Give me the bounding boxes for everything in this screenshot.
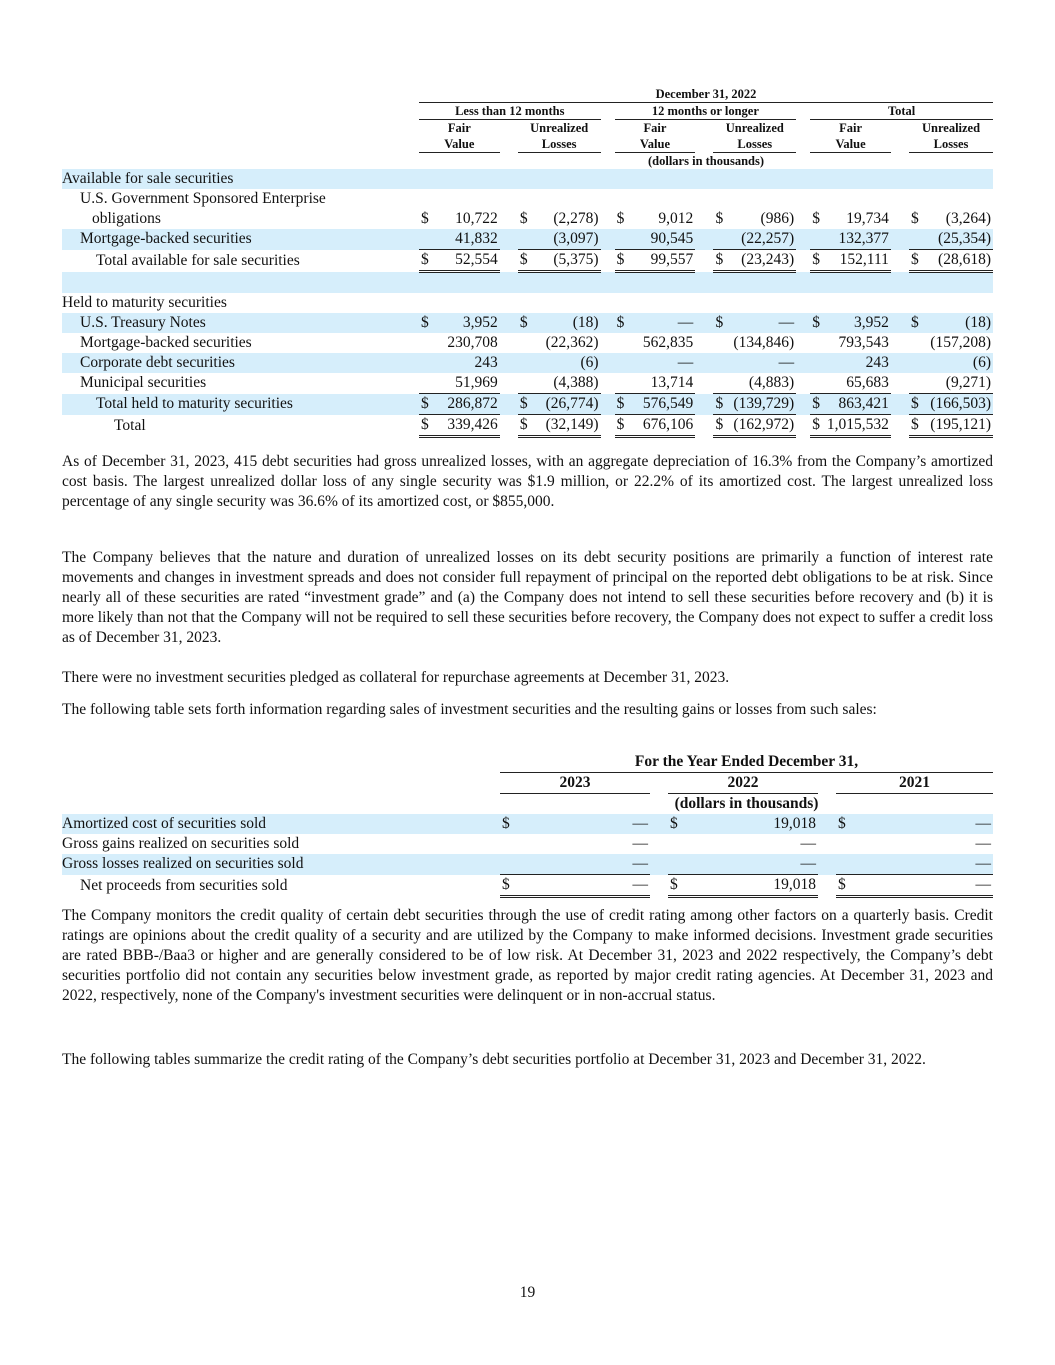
currency-symbol: $ — [419, 250, 435, 272]
cell-value: 576,549 — [631, 394, 696, 415]
currency-symbol — [810, 373, 826, 394]
currency-symbol — [419, 373, 435, 394]
cell-value: (26,774) — [534, 394, 601, 415]
currency-symbol — [909, 373, 925, 394]
currency-symbol — [713, 373, 729, 394]
currency-symbol: $ — [519, 210, 528, 227]
table-row — [62, 875, 993, 897]
col-header-unrealized: Losses — [518, 136, 601, 153]
cell-value: 286,872 — [435, 394, 500, 415]
cell-value: 52,554 — [435, 250, 500, 272]
paragraph-credit-loss-assessment: The Company believes that the nature and duration of unrealized losses on its debt security positions are primarily a function of interest rate movements and changes in investment spreads and does not consider full repayment of principal on the reported debt obligations to be at risk. Since nearly all of these securities are rated “investment grade” and (a) the Company does not intend to sell these securities before recovery and (b) it is more likely than not that the Company will not be required to sell these securities before recovery, the Company does not expect to suffer a credit loss as of December 31, 2023. — [62, 549, 993, 646]
section-title: Held to maturity securities — [62, 294, 227, 311]
cell-value: 3,952 — [854, 314, 889, 331]
currency-symbol: $ — [715, 210, 724, 227]
row-label: Mortgage-backed securities — [80, 334, 252, 351]
currency-symbol: $ — [615, 250, 631, 272]
col-header-unrealized: Unrealized — [921, 121, 981, 135]
col-header-unrealized: Losses — [713, 136, 796, 153]
currency-symbol: $ — [615, 415, 631, 437]
currency-symbol — [615, 333, 631, 353]
col-header-unrealized: Unrealized — [725, 121, 784, 135]
cell-value: — — [516, 854, 650, 875]
section-header-row — [62, 169, 993, 189]
cell-value: (2,278) — [553, 210, 599, 227]
cell-value: — — [677, 354, 694, 371]
cell-value: — — [852, 854, 993, 875]
cell-value: 243 — [865, 354, 889, 371]
currency-symbol: $ — [713, 250, 729, 272]
year-header-2022: 2022 — [668, 773, 818, 794]
table-row-label-continuation — [62, 189, 993, 209]
year-header-2021: 2021 — [836, 773, 993, 794]
cell-value: (32,149) — [534, 415, 601, 437]
cell-value: (28,618) — [925, 250, 993, 272]
currency-symbol — [615, 353, 631, 373]
currency-symbol: $ — [502, 815, 510, 832]
currency-symbol — [810, 353, 826, 373]
currency-symbol — [668, 854, 684, 875]
currency-symbol — [500, 834, 516, 854]
table-row — [62, 373, 993, 394]
cell-value: 1,015,532 — [826, 415, 891, 437]
group-header-12plus: 12 months or longer — [615, 103, 797, 120]
currency-symbol: $ — [715, 314, 724, 331]
currency-symbol — [836, 834, 852, 854]
currency-symbol: $ — [812, 210, 820, 227]
col-header-fair-value: Fair — [839, 121, 863, 135]
cell-value: 19,018 — [684, 875, 818, 897]
cell-value: (134,846) — [733, 334, 795, 351]
currency-symbol — [713, 353, 729, 373]
cell-value: (5,375) — [534, 250, 601, 272]
cell-value: (22,257) — [730, 229, 797, 250]
currency-symbol: $ — [419, 415, 435, 437]
cell-value: 152,111 — [826, 250, 891, 272]
currency-symbol: $ — [836, 875, 852, 897]
cell-value: 19,018 — [773, 815, 816, 832]
currency-symbol — [518, 353, 534, 373]
period-header: For the Year Ended December 31, — [500, 752, 993, 773]
group-header-lt12: Less than 12 months — [419, 103, 601, 120]
currency-symbol — [713, 229, 729, 250]
cell-value: 19,734 — [846, 210, 889, 227]
cell-value: 41,832 — [435, 229, 500, 250]
currency-symbol: $ — [810, 415, 826, 437]
cell-value: (166,503) — [925, 394, 993, 415]
cell-value: 65,683 — [826, 373, 891, 394]
table-row — [62, 834, 993, 854]
cell-value: (986) — [760, 210, 795, 227]
currency-symbol — [810, 229, 826, 250]
cell-value: (3,264) — [945, 210, 991, 227]
cell-value: (25,354) — [925, 229, 993, 250]
currency-symbol — [518, 229, 534, 250]
cell-value: — — [975, 835, 992, 852]
unrealized-losses-table — [62, 86, 993, 438]
table-row — [62, 313, 993, 333]
paragraph-unrealized-summary: As of December 31, 2023, 415 debt securities had gross unrealized losses, with an aggregate depreciation of 16.3% from the Company’s amortized cost basis. The largest unrealized dollar loss of any single security was $1.9 million, or 22.2% of its amortized cost. The largest unrealized loss percentage of any single security was 36.6% of its amortized cost, or $855,000. — [62, 453, 993, 510]
row-label: Municipal securities — [80, 374, 207, 392]
row-label: Net proceeds from securities sold — [80, 876, 288, 894]
currency-symbol: $ — [713, 415, 729, 437]
currency-symbol — [419, 353, 435, 373]
cell-value: (22,362) — [545, 334, 599, 351]
table-row — [62, 353, 993, 373]
currency-symbol — [909, 353, 925, 373]
currency-symbol: $ — [421, 314, 429, 331]
cell-value: 863,421 — [826, 394, 891, 415]
table-row — [62, 814, 993, 834]
currency-symbol: $ — [713, 394, 729, 415]
col-header-fair-value: Value — [419, 136, 500, 153]
units-label: (dollars in thousands) — [648, 154, 765, 168]
row-label: Gross losses realized on securities sold — [62, 855, 304, 873]
cell-value: 10,722 — [455, 210, 498, 227]
row-label: Corporate debt securities — [80, 354, 235, 371]
paragraph-credit-quality: The Company monitors the credit quality of certain debt securities through the use of credit rating among other factors on a quarterly basis. Credit ratings are opinions about the credit quality of a security and are utilized by the Company to make informed decisions. Investment grade securities are rated BBB-/Baa3 or higher and are generally considered to be of low risk. At December 31, 2023 and 2022 respectively, the Company’s debt securities portfolio did not contain any securities below investment grade, as reported by major credit rating agencies. At December 31, 2023 and 2022, respectively, none of the Company's investment securities were delinquent or in non-accrual status. — [62, 907, 993, 1004]
cell-value: (139,729) — [730, 394, 797, 415]
currency-symbol — [668, 834, 684, 854]
currency-symbol: $ — [838, 815, 846, 832]
cell-value: — — [632, 815, 648, 832]
currency-symbol: $ — [518, 415, 534, 437]
cell-value: (4,883) — [730, 373, 797, 394]
spacer-row — [62, 272, 993, 294]
cell-value: (9,271) — [925, 373, 993, 394]
cell-value: — — [852, 875, 993, 897]
row-label: Mortgage-backed securities — [80, 230, 252, 248]
table-row — [62, 394, 993, 415]
cell-value: (3,097) — [534, 229, 601, 250]
cell-value: — — [800, 835, 816, 852]
table-row — [62, 854, 993, 875]
cell-value: (157,208) — [930, 334, 991, 351]
row-label: Amortized cost of securities sold — [62, 815, 267, 832]
cell-value: — — [632, 835, 648, 852]
cell-value: 339,426 — [435, 415, 500, 437]
currency-symbol — [419, 333, 435, 353]
row-label: U.S. Treasury Notes — [80, 314, 206, 331]
currency-symbol: $ — [419, 394, 435, 415]
currency-symbol: $ — [911, 314, 919, 331]
group-header-total: Total — [810, 103, 993, 120]
cell-value: — — [778, 314, 795, 331]
cell-value: — — [677, 314, 694, 331]
cell-value: 562,835 — [642, 334, 694, 351]
row-label: U.S. Government Sponsored Enterprise — [80, 190, 326, 207]
table-row — [62, 229, 993, 250]
page-number: 19 — [519, 1284, 536, 1301]
currency-symbol: $ — [518, 394, 534, 415]
currency-symbol — [615, 229, 631, 250]
currency-symbol — [518, 333, 534, 353]
currency-symbol — [909, 333, 925, 353]
row-label: Total held to maturity securities — [96, 395, 293, 412]
currency-symbol: $ — [616, 210, 625, 227]
cell-value: 13,714 — [631, 373, 696, 394]
cell-value: (6) — [972, 354, 991, 371]
cell-value: — — [778, 354, 795, 371]
cell-value: 90,545 — [631, 229, 696, 250]
col-header-fair-value: Fair — [643, 121, 667, 135]
currency-symbol — [909, 229, 925, 250]
currency-symbol — [500, 854, 516, 875]
cell-value: (4,388) — [534, 373, 601, 394]
cell-value: (195,121) — [925, 415, 993, 437]
row-label: Gross gains realized on securities sold — [62, 835, 300, 852]
cell-value: 51,969 — [435, 373, 500, 394]
col-header-fair-value: Fair — [447, 121, 471, 135]
cell-value: 230,708 — [447, 334, 498, 351]
cell-value: 99,557 — [631, 250, 696, 272]
cell-value: (23,243) — [730, 250, 797, 272]
currency-symbol — [836, 854, 852, 875]
cell-value: 243 — [474, 354, 498, 371]
col-header-unrealized: Losses — [909, 136, 993, 153]
cell-value: — — [975, 815, 992, 832]
table-row — [62, 209, 993, 229]
cell-value: (18) — [965, 314, 991, 331]
table-row — [62, 333, 993, 353]
section-title: Available for sale securities — [62, 170, 234, 187]
currency-symbol: $ — [810, 250, 826, 272]
currency-symbol: $ — [909, 394, 925, 415]
period-header: December 31, 2022 — [419, 86, 993, 103]
row-label: obligations — [92, 210, 161, 227]
cell-value: — — [684, 854, 818, 875]
paragraph-sales-intro: The following table sets forth information regarding sales of investment securities and the resulting gains or losses from such sales: — [62, 701, 877, 718]
currency-symbol — [810, 333, 826, 353]
col-header-fair-value: Value — [615, 136, 696, 153]
units-label: (dollars in thousands) — [674, 795, 819, 812]
cell-value: (18) — [572, 314, 599, 331]
row-label: Total — [114, 416, 146, 434]
year-header-2023: 2023 — [500, 773, 650, 794]
cell-value: (6) — [580, 354, 599, 371]
section-header-row — [62, 293, 993, 313]
col-header-unrealized: Unrealized — [530, 121, 589, 135]
currency-symbol: $ — [670, 815, 678, 832]
currency-symbol — [518, 373, 534, 394]
paragraph-pledged-collateral: There were no investment securities pledged as collateral for repurchase agreements at December 31, 2023. — [62, 669, 730, 686]
cell-value: — — [516, 875, 650, 897]
cell-value: 793,543 — [838, 334, 889, 351]
cell-value: 132,377 — [826, 229, 891, 250]
cell-value: 676,106 — [631, 415, 696, 437]
currency-symbol — [419, 229, 435, 250]
currency-symbol: $ — [615, 394, 631, 415]
currency-symbol: $ — [810, 394, 826, 415]
table-row — [62, 250, 993, 272]
row-label: Total available for sale securities — [96, 251, 300, 269]
cell-value: 9,012 — [658, 210, 694, 227]
currency-symbol: $ — [909, 415, 925, 437]
currency-symbol: $ — [519, 314, 528, 331]
currency-symbol: $ — [911, 210, 919, 227]
currency-symbol: $ — [518, 250, 534, 272]
col-header-fair-value: Value — [810, 136, 891, 153]
currency-symbol: $ — [421, 210, 429, 227]
currency-symbol: $ — [909, 250, 925, 272]
cell-value: 3,952 — [462, 314, 498, 331]
currency-symbol — [713, 333, 729, 353]
currency-symbol — [615, 373, 631, 394]
currency-symbol: $ — [500, 875, 516, 897]
paragraph-credit-rating-intro: The following tables summarize the credit rating of the Company’s debt securities portfolio at December 31, 2023 and December 31, 2022. — [62, 1051, 926, 1068]
currency-symbol: $ — [668, 875, 684, 897]
cell-value: (162,972) — [730, 415, 797, 437]
table-row — [62, 415, 993, 437]
securities-sales-table — [62, 752, 993, 898]
currency-symbol: $ — [616, 314, 625, 331]
currency-symbol: $ — [812, 314, 820, 331]
